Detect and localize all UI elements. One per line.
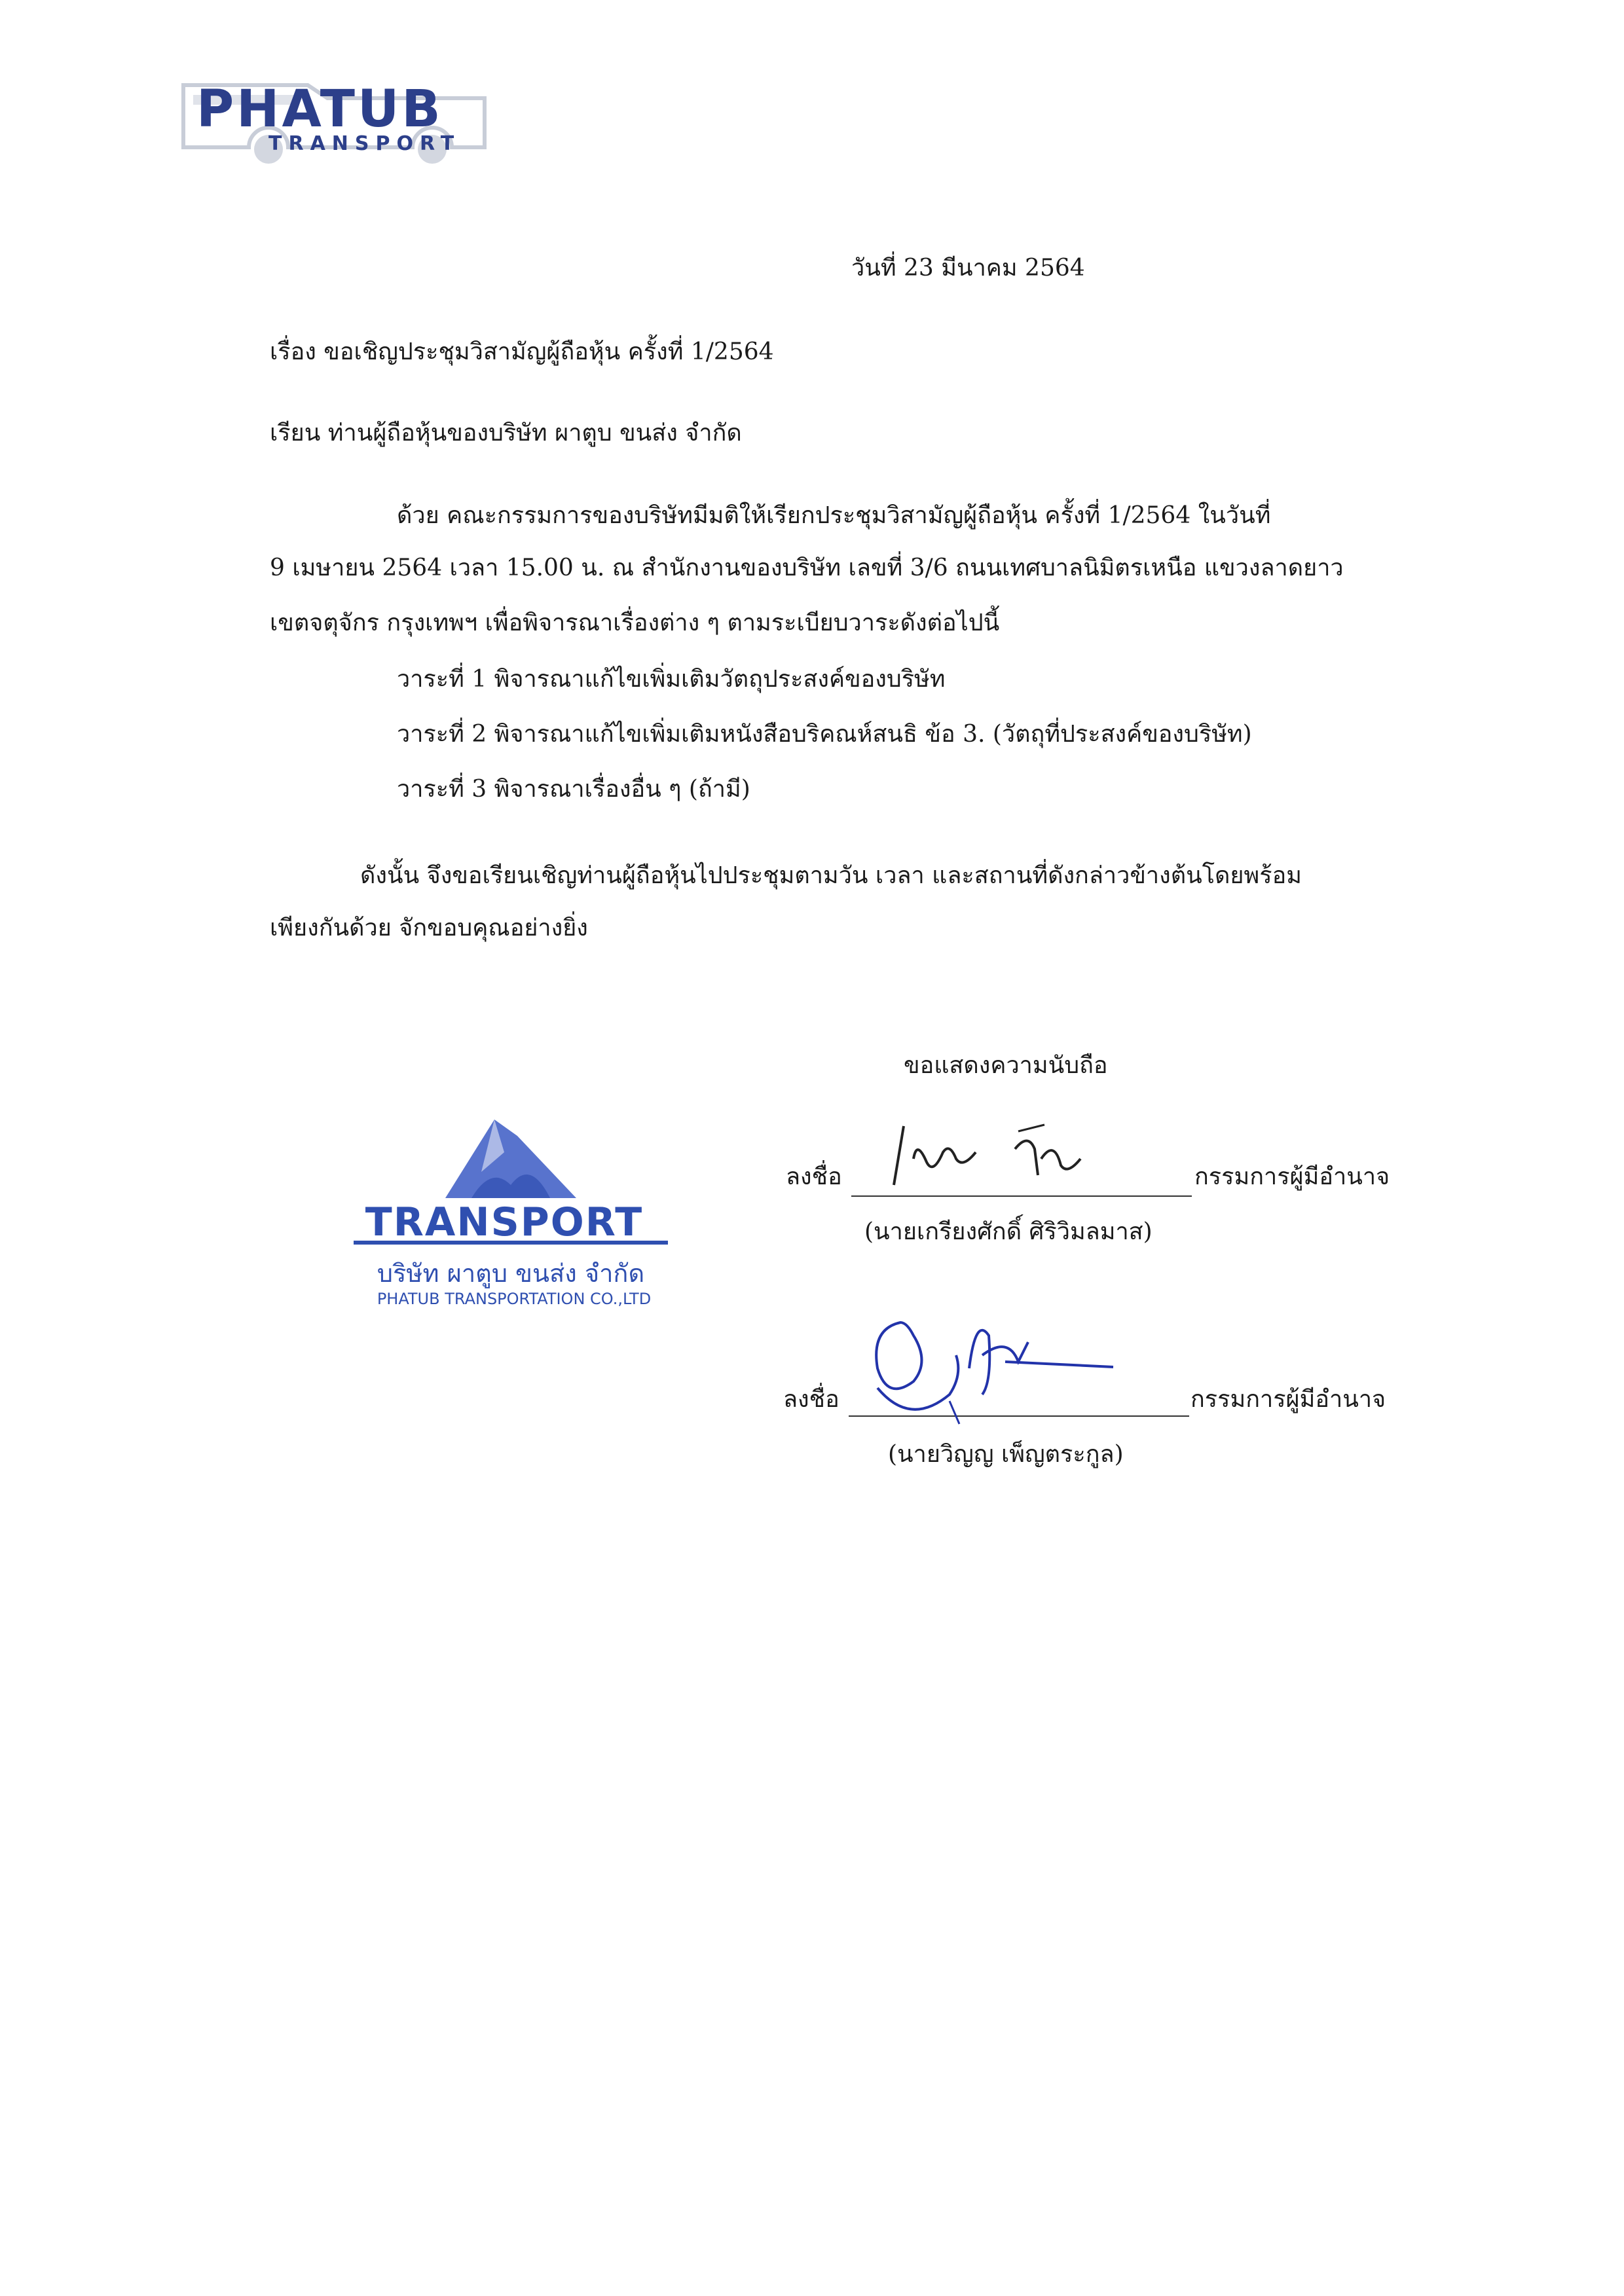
signature-2-role: กรรมการผู้มีอำนาจ: [1190, 1386, 1386, 1413]
signature-1-role: กรรมการผู้มีอำนาจ: [1194, 1163, 1390, 1190]
body-line-3: เขตจตุจักร กรุงเทพฯ เพื่อพิจารณาเรื่องต่าง ๆ ตามระเบียบวาระดังต่อไปนี้: [270, 610, 1000, 636]
signature-2-mark: [851, 1296, 1126, 1427]
signature-1-prefix: ลงชื่อ: [786, 1163, 842, 1190]
letterhead-logo: [177, 72, 504, 164]
agenda-item-2: วาระที่ 2 พิจารณาแก้ไขเพิ่มเติมหนังสือบริคณห์สนธิ ข้อ 3. (วัตถุที่ประสงค์ของบริษัท): [397, 721, 1252, 748]
closing-line-2: เพียงกันด้วย จักขอบคุณอย่างยิ่ง: [270, 915, 588, 941]
date-line: วันที่ 23 มีนาคม 2564: [851, 255, 1085, 282]
signature-1-name: (นายเกรียงศักดิ์ ศิริวิมลมาส): [864, 1218, 1153, 1245]
signature-2-prefix: ลงชื่อ: [783, 1386, 840, 1413]
body-line-2: 9 เมษายน 2564 เวลา 15.00 น. ณ สำนักงานของบริษัท เลขที่ 3/6 ถนนเทศบาลนิมิตรเหนือ แขวงลาดยาว: [270, 555, 1344, 581]
stamp-thai-name: บริษัท ผาตูบ ขนส่ง จำกัด: [377, 1259, 645, 1288]
signature-2-name: (นายวิญญ เพ็ญตระกูล): [888, 1441, 1124, 1468]
body-line-1: ด้วย คณะกรรมการของบริษัทมีมติให้เรียกประชุมวิสามัญผู้ถือหุ้น ครั้งที่ 1/2564 ในวันที่: [397, 502, 1271, 529]
letterhead-sub: TRANSPORT: [268, 132, 461, 155]
subject-line: เรื่อง ขอเชิญประชุมวิสามัญผู้ถือหุ้น ครั้งที่ 1/2564: [270, 338, 774, 365]
regards-line: ขอแสดงความนับถือ: [904, 1052, 1108, 1079]
agenda-item-3: วาระที่ 3 พิจารณาเรื่องอื่น ๆ (ถ้ามี): [397, 776, 750, 803]
stamp-brand: TRANSPORT: [365, 1199, 644, 1245]
letterhead-brand: PHATUB: [196, 80, 443, 139]
stamp-company-name: PHATUB TRANSPORTATION CO.,LTD: [377, 1290, 652, 1308]
closing-line-1: ดังนั้น จึงขอเรียนเชิญท่านผู้ถือหุ้นไปประชุมตามวัน เวลา และสถานที่ดังกล่าวข้างต้นโดยพร้อม: [360, 862, 1302, 889]
salutation-line: เรียน ท่านผู้ถือหุ้นของบริษัท ผาตูบ ขนส่ง จำกัด: [270, 420, 742, 446]
signature-1-mark: [877, 1113, 1126, 1198]
agenda-item-1: วาระที่ 1 พิจารณาแก้ไขเพิ่มเติมวัตถุประสงค์ของบริษัท: [397, 666, 946, 693]
